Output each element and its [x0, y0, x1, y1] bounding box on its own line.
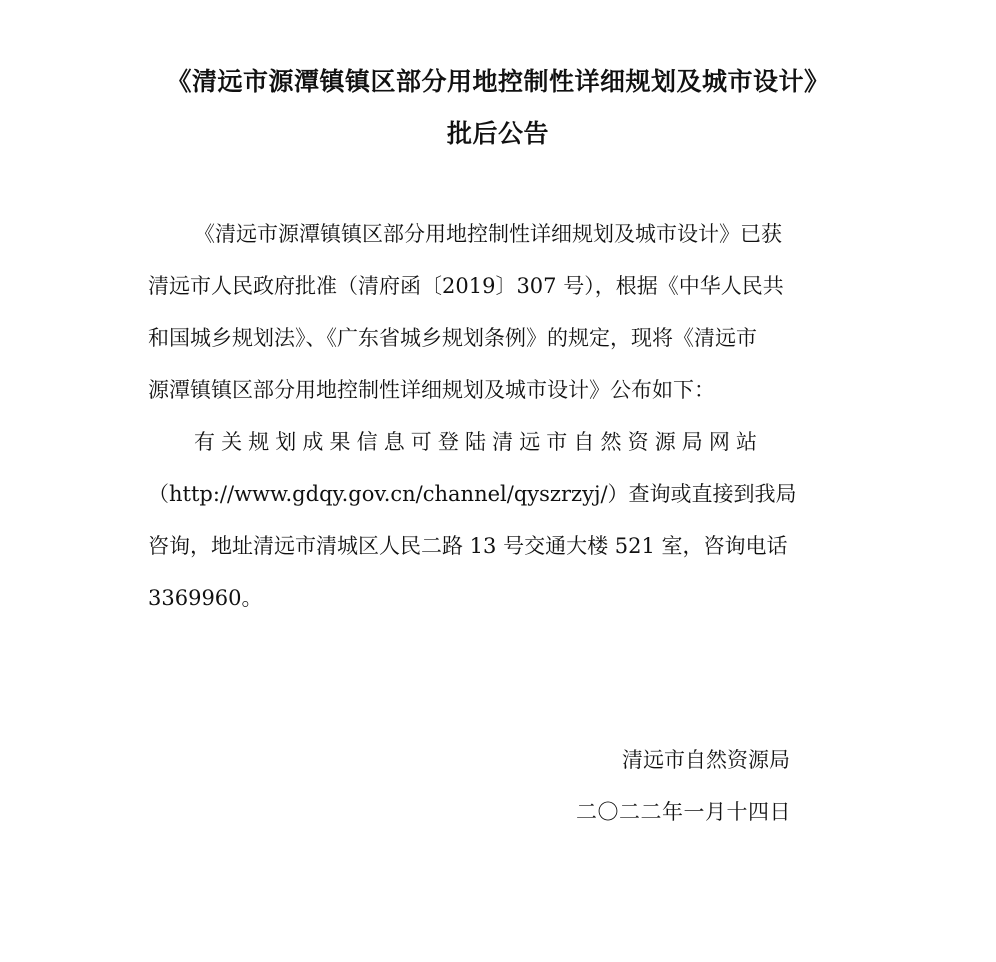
document-title: 《清远市源潭镇镇区部分用地控制性详细规划及城市设计》	[166, 67, 830, 96]
paragraph-line: 有关规划成果信息可登陆清远市自然资源局网站	[194, 430, 764, 454]
paragraph-line: 源潭镇镇区部分用地控制性详细规划及城市设计》公布如下：	[148, 378, 715, 402]
website-url-line: （http://www.gdqy.gov.cn/channel/qyszrzyj/）查询或直接到我局	[148, 482, 797, 506]
document-subtitle: 批后公告	[446, 119, 549, 148]
paragraph-line: 《清远市源潭镇镇区部分用地控制性详细规划及城市设计》已获	[194, 222, 782, 246]
address-line: 咨询，地址清远市清城区人民二路 13 号交通大楼 521 室，咨询电话	[148, 534, 788, 558]
phone-number-line: 3369960。	[148, 586, 263, 610]
issue-date: 二〇二二年一月十四日	[576, 800, 791, 824]
issuer-name: 清远市自然资源局	[622, 748, 790, 772]
paragraph-line: 清远市人民政府批准（清府函〔2019〕307 号），根据《中华人民共	[148, 274, 784, 298]
paragraph-line: 和国城乡规划法》、《广东省城乡规划条例》的规定，现将《清远市	[148, 326, 757, 350]
